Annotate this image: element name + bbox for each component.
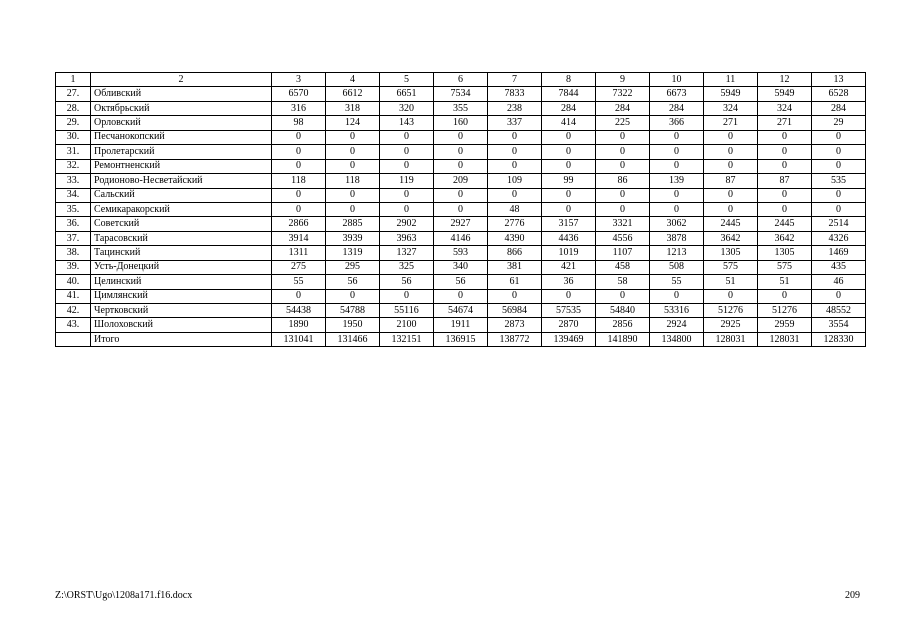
value-cell: 0 xyxy=(596,202,650,216)
value-cell: 0 xyxy=(650,159,704,173)
value-cell: 0 xyxy=(704,145,758,159)
value-cell: 128330 xyxy=(812,332,866,346)
header-cell: 7 xyxy=(488,73,542,87)
value-cell: 340 xyxy=(434,260,488,274)
value-cell: 7322 xyxy=(596,87,650,101)
value-cell: 320 xyxy=(380,101,434,115)
value-cell: 56 xyxy=(380,275,434,289)
value-cell: 1311 xyxy=(272,246,326,260)
value-cell: 575 xyxy=(704,260,758,274)
district-name: Тацинский xyxy=(91,246,272,260)
district-name: Октябрьский xyxy=(91,101,272,115)
row-number: 37. xyxy=(56,231,91,245)
row-number: 33. xyxy=(56,174,91,188)
value-cell: 0 xyxy=(380,202,434,216)
value-cell: 866 xyxy=(488,246,542,260)
table-row xyxy=(56,87,866,101)
value-cell: 0 xyxy=(326,159,380,173)
value-cell: 458 xyxy=(596,260,650,274)
value-cell: 2873 xyxy=(488,318,542,332)
value-cell: 2959 xyxy=(758,318,812,332)
value-cell: 2776 xyxy=(488,217,542,231)
value-cell: 3062 xyxy=(650,217,704,231)
value-cell: 0 xyxy=(812,289,866,303)
value-cell: 128031 xyxy=(704,332,758,346)
district-name: Семикаракорский xyxy=(91,202,272,216)
value-cell: 2885 xyxy=(326,217,380,231)
header-cell: 9 xyxy=(596,73,650,87)
value-cell: 56984 xyxy=(488,304,542,318)
value-cell: 51276 xyxy=(758,304,812,318)
header-cell: 1 xyxy=(56,73,91,87)
table-row xyxy=(56,101,866,115)
value-cell: 0 xyxy=(380,130,434,144)
value-cell: 209 xyxy=(434,174,488,188)
value-cell: 6673 xyxy=(650,87,704,101)
table-row xyxy=(56,231,866,245)
value-cell: 593 xyxy=(434,246,488,260)
value-cell: 99 xyxy=(542,174,596,188)
value-cell: 0 xyxy=(596,289,650,303)
value-cell: 238 xyxy=(488,101,542,115)
value-cell: 0 xyxy=(488,188,542,202)
value-cell: 0 xyxy=(704,202,758,216)
value-cell: 2445 xyxy=(758,217,812,231)
value-cell: 0 xyxy=(812,159,866,173)
value-cell: 128031 xyxy=(758,332,812,346)
value-cell: 138772 xyxy=(488,332,542,346)
table-row xyxy=(56,318,866,332)
value-cell: 4326 xyxy=(812,231,866,245)
value-cell: 109 xyxy=(488,174,542,188)
value-cell: 2927 xyxy=(434,217,488,231)
value-cell: 271 xyxy=(704,116,758,130)
value-cell: 284 xyxy=(596,101,650,115)
value-cell: 160 xyxy=(434,116,488,130)
value-cell: 136915 xyxy=(434,332,488,346)
value-cell: 2924 xyxy=(650,318,704,332)
value-cell: 284 xyxy=(542,101,596,115)
value-cell: 0 xyxy=(596,130,650,144)
value-cell: 508 xyxy=(650,260,704,274)
value-cell: 0 xyxy=(758,202,812,216)
value-cell: 36 xyxy=(542,275,596,289)
value-cell: 0 xyxy=(650,145,704,159)
value-cell: 134800 xyxy=(650,332,704,346)
value-cell: 0 xyxy=(758,130,812,144)
value-cell: 54438 xyxy=(272,304,326,318)
value-cell: 0 xyxy=(326,145,380,159)
value-cell: 3554 xyxy=(812,318,866,332)
row-number: 27. xyxy=(56,87,91,101)
value-cell: 57535 xyxy=(542,304,596,318)
header-cell: 5 xyxy=(380,73,434,87)
district-name: Ремонтненский xyxy=(91,159,272,173)
table-row xyxy=(56,202,866,216)
value-cell: 0 xyxy=(596,188,650,202)
row-number: 31. xyxy=(56,145,91,159)
total-row xyxy=(56,332,866,346)
value-cell: 0 xyxy=(758,145,812,159)
value-cell: 3878 xyxy=(650,231,704,245)
value-cell: 54674 xyxy=(434,304,488,318)
table-row xyxy=(56,174,866,188)
value-cell: 284 xyxy=(812,101,866,115)
value-cell: 1107 xyxy=(596,246,650,260)
data-table xyxy=(55,72,866,347)
value-cell: 1327 xyxy=(380,246,434,260)
value-cell: 2514 xyxy=(812,217,866,231)
value-cell: 0 xyxy=(488,130,542,144)
value-cell: 0 xyxy=(542,159,596,173)
value-cell: 0 xyxy=(812,130,866,144)
value-cell: 337 xyxy=(488,116,542,130)
value-cell: 55 xyxy=(272,275,326,289)
value-cell: 1911 xyxy=(434,318,488,332)
value-cell: 56 xyxy=(326,275,380,289)
table-row xyxy=(56,217,866,231)
value-cell: 53316 xyxy=(650,304,704,318)
value-cell: 51 xyxy=(758,275,812,289)
value-cell: 0 xyxy=(704,188,758,202)
value-cell: 3939 xyxy=(326,231,380,245)
value-cell: 0 xyxy=(488,145,542,159)
value-cell: 1950 xyxy=(326,318,380,332)
value-cell: 2866 xyxy=(272,217,326,231)
value-cell: 0 xyxy=(272,130,326,144)
page-number: 209 xyxy=(845,590,860,601)
value-cell: 0 xyxy=(434,188,488,202)
value-cell: 48 xyxy=(488,202,542,216)
value-cell: 0 xyxy=(488,159,542,173)
value-cell: 0 xyxy=(650,289,704,303)
value-cell: 0 xyxy=(380,145,434,159)
value-cell: 0 xyxy=(650,188,704,202)
value-cell: 575 xyxy=(758,260,812,274)
value-cell: 87 xyxy=(758,174,812,188)
row-number: 40. xyxy=(56,275,91,289)
value-cell: 4390 xyxy=(488,231,542,245)
value-cell: 61 xyxy=(488,275,542,289)
district-name: Пролетарский xyxy=(91,145,272,159)
value-cell: 0 xyxy=(542,202,596,216)
district-name: Усть-Донецкий xyxy=(91,260,272,274)
value-cell: 318 xyxy=(326,101,380,115)
value-cell: 98 xyxy=(272,116,326,130)
value-cell: 0 xyxy=(326,188,380,202)
table-row xyxy=(56,246,866,260)
header-cell: 3 xyxy=(272,73,326,87)
value-cell: 58 xyxy=(596,275,650,289)
value-cell: 0 xyxy=(434,289,488,303)
table-row xyxy=(56,188,866,202)
value-cell: 29 xyxy=(812,116,866,130)
value-cell: 0 xyxy=(758,159,812,173)
value-cell: 381 xyxy=(488,260,542,274)
row-number: 39. xyxy=(56,260,91,274)
value-cell: 324 xyxy=(704,101,758,115)
value-cell: 6528 xyxy=(812,87,866,101)
table-row xyxy=(56,275,866,289)
value-cell: 1469 xyxy=(812,246,866,260)
value-cell: 86 xyxy=(596,174,650,188)
value-cell: 355 xyxy=(434,101,488,115)
value-cell: 1019 xyxy=(542,246,596,260)
value-cell: 271 xyxy=(758,116,812,130)
value-cell: 54788 xyxy=(326,304,380,318)
value-cell: 0 xyxy=(326,202,380,216)
value-cell: 284 xyxy=(650,101,704,115)
value-cell: 6651 xyxy=(380,87,434,101)
row-number: 34. xyxy=(56,188,91,202)
value-cell: 0 xyxy=(488,289,542,303)
value-cell: 7833 xyxy=(488,87,542,101)
value-cell: 2925 xyxy=(704,318,758,332)
value-cell: 0 xyxy=(596,159,650,173)
value-cell: 0 xyxy=(812,202,866,216)
value-cell: 1305 xyxy=(758,246,812,260)
header-cell: 2 xyxy=(91,73,272,87)
value-cell: 0 xyxy=(380,188,434,202)
value-cell: 2445 xyxy=(704,217,758,231)
value-cell: 3157 xyxy=(542,217,596,231)
value-cell: 0 xyxy=(380,159,434,173)
value-cell: 4146 xyxy=(434,231,488,245)
value-cell: 7534 xyxy=(434,87,488,101)
value-cell: 316 xyxy=(272,101,326,115)
row-number: 35. xyxy=(56,202,91,216)
value-cell: 55 xyxy=(650,275,704,289)
value-cell: 0 xyxy=(542,145,596,159)
district-name: Шолоховский xyxy=(91,318,272,332)
district-name: Цимлянский xyxy=(91,289,272,303)
district-name: Чертковский xyxy=(91,304,272,318)
value-cell: 1305 xyxy=(704,246,758,260)
value-cell: 0 xyxy=(272,159,326,173)
header-cell: 12 xyxy=(758,73,812,87)
value-cell: 0 xyxy=(542,289,596,303)
district-name: Родионово-Несветайский xyxy=(91,174,272,188)
row-number: 36. xyxy=(56,217,91,231)
value-cell: 4436 xyxy=(542,231,596,245)
row-number: 32. xyxy=(56,159,91,173)
row-number: 43. xyxy=(56,318,91,332)
value-cell: 51276 xyxy=(704,304,758,318)
value-cell: 139469 xyxy=(542,332,596,346)
value-cell: 3321 xyxy=(596,217,650,231)
value-cell: 3963 xyxy=(380,231,434,245)
value-cell: 324 xyxy=(758,101,812,115)
value-cell: 3914 xyxy=(272,231,326,245)
header-cell: 4 xyxy=(326,73,380,87)
value-cell: 0 xyxy=(542,188,596,202)
row-number: 30. xyxy=(56,130,91,144)
header-row xyxy=(56,73,866,87)
value-cell: 118 xyxy=(272,174,326,188)
header-cell: 13 xyxy=(812,73,866,87)
value-cell: 2902 xyxy=(380,217,434,231)
value-cell: 131041 xyxy=(272,332,326,346)
district-name: Обливский xyxy=(91,87,272,101)
district-name: Орловский xyxy=(91,116,272,130)
value-cell: 1319 xyxy=(326,246,380,260)
district-name: Советский xyxy=(91,217,272,231)
value-cell: 1213 xyxy=(650,246,704,260)
value-cell: 143 xyxy=(380,116,434,130)
table-row xyxy=(56,289,866,303)
row-number xyxy=(56,332,91,346)
district-name: Тарасовский xyxy=(91,231,272,245)
value-cell: 295 xyxy=(326,260,380,274)
table-row xyxy=(56,159,866,173)
footer-file-path: Z:\ORST\Ugo\1208a171.f16.docx xyxy=(55,590,193,601)
value-cell: 5949 xyxy=(704,87,758,101)
value-cell: 275 xyxy=(272,260,326,274)
value-cell: 0 xyxy=(326,130,380,144)
value-cell: 366 xyxy=(650,116,704,130)
header-cell: 6 xyxy=(434,73,488,87)
value-cell: 124 xyxy=(326,116,380,130)
table-row xyxy=(56,130,866,144)
table-row xyxy=(56,116,866,130)
value-cell: 0 xyxy=(758,289,812,303)
value-cell: 6612 xyxy=(326,87,380,101)
district-name: Целинский xyxy=(91,275,272,289)
value-cell: 0 xyxy=(812,188,866,202)
value-cell: 2856 xyxy=(596,318,650,332)
value-cell: 3642 xyxy=(704,231,758,245)
value-cell: 0 xyxy=(326,289,380,303)
value-cell: 0 xyxy=(380,289,434,303)
value-cell: 0 xyxy=(272,202,326,216)
value-cell: 6570 xyxy=(272,87,326,101)
value-cell: 56 xyxy=(434,275,488,289)
district-name: Сальский xyxy=(91,188,272,202)
value-cell: 535 xyxy=(812,174,866,188)
value-cell: 225 xyxy=(596,116,650,130)
value-cell: 51 xyxy=(704,275,758,289)
value-cell: 87 xyxy=(704,174,758,188)
table-row xyxy=(56,145,866,159)
value-cell: 0 xyxy=(434,159,488,173)
value-cell: 0 xyxy=(650,202,704,216)
value-cell: 139 xyxy=(650,174,704,188)
value-cell: 46 xyxy=(812,275,866,289)
value-cell: 414 xyxy=(542,116,596,130)
value-cell: 435 xyxy=(812,260,866,274)
header-cell: 10 xyxy=(650,73,704,87)
value-cell: 2100 xyxy=(380,318,434,332)
table-row xyxy=(56,260,866,274)
row-number: 38. xyxy=(56,246,91,260)
value-cell: 48552 xyxy=(812,304,866,318)
value-cell: 0 xyxy=(434,145,488,159)
value-cell: 0 xyxy=(758,188,812,202)
value-cell: 0 xyxy=(434,130,488,144)
value-cell: 0 xyxy=(650,130,704,144)
value-cell: 1890 xyxy=(272,318,326,332)
value-cell: 0 xyxy=(272,145,326,159)
value-cell: 3642 xyxy=(758,231,812,245)
value-cell: 5949 xyxy=(758,87,812,101)
value-cell: 0 xyxy=(542,130,596,144)
value-cell: 54840 xyxy=(596,304,650,318)
district-name: Итого xyxy=(91,332,272,346)
row-number: 29. xyxy=(56,116,91,130)
value-cell: 55116 xyxy=(380,304,434,318)
value-cell: 2870 xyxy=(542,318,596,332)
value-cell: 0 xyxy=(272,188,326,202)
row-number: 42. xyxy=(56,304,91,318)
value-cell: 0 xyxy=(704,130,758,144)
value-cell: 132151 xyxy=(380,332,434,346)
value-cell: 118 xyxy=(326,174,380,188)
header-cell: 8 xyxy=(542,73,596,87)
value-cell: 325 xyxy=(380,260,434,274)
district-name: Песчанокопский xyxy=(91,130,272,144)
value-cell: 421 xyxy=(542,260,596,274)
header-cell: 11 xyxy=(704,73,758,87)
value-cell: 0 xyxy=(596,145,650,159)
table-body xyxy=(56,73,866,347)
value-cell: 119 xyxy=(380,174,434,188)
value-cell: 7844 xyxy=(542,87,596,101)
value-cell: 0 xyxy=(272,289,326,303)
value-cell: 131466 xyxy=(326,332,380,346)
value-cell: 0 xyxy=(704,159,758,173)
value-cell: 141890 xyxy=(596,332,650,346)
value-cell: 4556 xyxy=(596,231,650,245)
table-row xyxy=(56,304,866,318)
row-number: 28. xyxy=(56,101,91,115)
value-cell: 0 xyxy=(704,289,758,303)
row-number: 41. xyxy=(56,289,91,303)
value-cell: 0 xyxy=(812,145,866,159)
value-cell: 0 xyxy=(434,202,488,216)
